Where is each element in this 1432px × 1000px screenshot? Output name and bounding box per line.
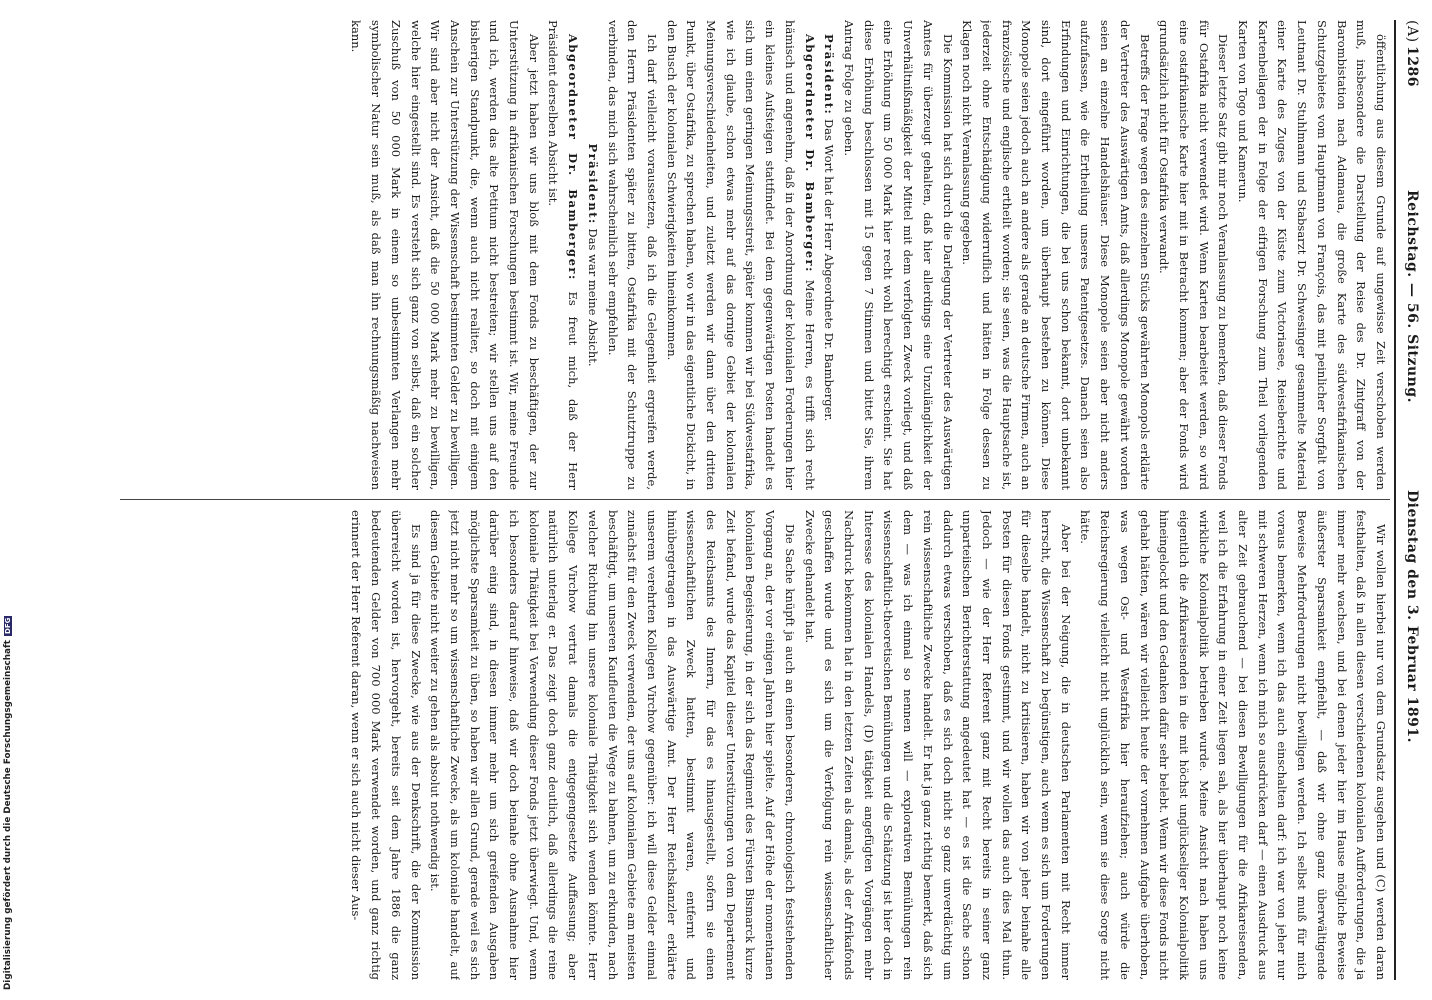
speech-text: Das war meine Absicht. (585, 228, 600, 367)
speaker-label: Abgeordneter Dr. Bamberger: (566, 34, 581, 281)
column-left (120, 20, 1390, 490)
paragraph: Ich darf vielleicht voraussetzen, daß ich die Gelegenheit ergreifen werde, den Herrn Präsidenten später zu bitten, Ostafrika mit der Schutztruppe zu verbinden, das mich sich wahrscheinlich sehr empfehlen. (605, 20, 659, 490)
speaker-label: Präsident: (585, 143, 600, 225)
paragraph: Betreffs der Frage wegen des einzelnen Stücks gewährten Monopols erklärte der Vertreter des Auswärtigen Amts, daß allerdings Monopole gewährt worden seien an einzelne Handelshäuser. Diese Monopole seien aber nicht anders aufzufassen, wie die Ertheilung unseres Patentgesetzes. Danach seien also Erfindungen und Einrichtungen, die bei uns schon bekannt, dort unbekannt sind, dort eingeführt worden, um überhaupt bestehen zu können. Diese Monopole seien jedoch auch an andere als gerade an deutsche Firmen, auch an französische und englische ertheilt worden; sie seien, was die Hauptsache ist, jederzeit ohne Entschädigung widerruflich und hätten in Folge dessen zu Klagen noch nicht Veranlassung gegeben. (960, 20, 1152, 490)
speech (661, 20, 819, 490)
speech-text: Das Wort hat der Herr Abgeordnete Dr. Bamberger. (822, 118, 837, 422)
header-rule (1394, 20, 1396, 980)
page-number: 1286 (1404, 46, 1420, 87)
column-right (120, 510, 1390, 980)
paragraph: Aber jetzt haben wir uns bloß mit dem Fonds zu beschäftigen, der zur Unterstützung in afrikanischen Forschungen bestimmt ist. Wir, meine Freunde und ich, werden das alte Petitum nicht bestreiten; wir stellen uns auf den bisherigen Standpunkt, die, wenn auch nicht realiter, so doch mit einigem Anschein zur Unterstützung der Wissenschaft bestimmten Gelder zu bewilligen. Wir sind aber nicht der Ansicht, daß die 50 000 Mark mehr zu bewilligen, welche hier eingestellt sind. Es versteht sich ganz von selbst, daß ein solcher Zuschuß von 50 000 Mark in einem so unbestimmten Verlangen mehr symbolischer Natur sein muß, als daß man ihn rechnungsmäßig nachweisen kann. (349, 20, 541, 490)
speech-text: Es freut mich, daß der Herr Präsident derselben Absicht ist. (546, 20, 581, 490)
speaker-label: Abgeordneter Dr. Bamberger: (802, 34, 817, 273)
credit-text: Digitalisierung gefördert durch die Deutsche Forschungsgemeinschaft (3, 639, 13, 990)
speaker-label: Präsident: (822, 34, 837, 116)
speech (582, 20, 602, 490)
rotated-page-content (110, 20, 1420, 980)
paragraph: Aber bei der Neigung, die in deutschen Parlamenten mit Recht immer herrscht, die Wissenschaft zu begünstigen, auch wenn es sich um Forderungen für dieselbe handelt, nicht zu kritisieren, haben wir von jeher beinahe alle Posten für diesen Fonds gestimmt, und wir wollen das auch dies Mal thun. Jedoch — wie der Herr Referent ganz mit Recht bereits in seiner ganz unparteiischen Berichterstattung angedeutet hat — es ist die Sache schon dadurch etwas verschoben, daß es sich doch nicht so ganz unverdächtig um rein wissenschaftliche Zwecke handelt. Er hat ja ganz richtig bemerkt, daß sich dem — was ich einmal so nennen will — explorativen Bemühungen rein wissenschaftlich-theoretischen Bemühungen und die Schätzung ist hier doch in Interesse des kolonialen Handels, (D) tätigkeit angefügten Vorgängen mehr Nachdruck bekommen hat in den letzten Zeiten als damals, als der Afrikafonds geschaffen wurde und es sich um die Verfolgung rein wissenschaftlicher Zwecke gehandelt hat. (802, 510, 1073, 980)
digitization-credit (3, 10, 17, 990)
paragraph: Die Kommission hat sich durch die Darlegung der Vertreter des Auswärtigen Amtes für überzeugt gehalten, daß hier allerdings eine Unzulänglichkeit der Unverhältnißmäßigkeit der Mittel mit dem verfolgten Zweck vorliegt, und daß eine Erhöhung um 50 000 Mark hier recht wohl berechtigt erscheint. Sie hat diese Erhöhung beschlossen mit 15 gegen 7 Stimmen und bittet Sie, ihrem Antrag Folge zu geben. (842, 20, 955, 490)
paragraph: öffentlichung aus diesem Grunde auf ungewisse Zeit verschoben werden muß, insbesondere die Darstellung der Reise des Dr. Zintgraff von der Barombistation nach Adamaua, die große Karte des südwestafrikanischen Schutzgebietes vom Hauptmann von François, das mit peinlicher Sorgfalt von Leutnant Dr. Stuhlmann und Stabsarzt Dr. Schwesinger gesammelte Material einer Karte des Zuges von der Küste zum Victoriasee, Reiseberichte und Kartenbeilagen der in Folge der eifrigen Forschung zum Theil vorliegenden Karten von Togo und Kamerun. (1236, 20, 1388, 490)
margin-mark-a: (A) (1404, 20, 1420, 43)
speech (819, 20, 839, 490)
speech (543, 20, 582, 490)
header-date: Dienstag den 3. Februar 1891. (1404, 490, 1420, 743)
paragraph: Es sind ja für diese Zwecke, wie aus der Denkschrift, die der Kommission überreicht worden ist, hervorgeht, bereits seit dem Jahre 1886 die ganz bedeutenden Gelder von 700 000 Mark verwendet worden, und ganz richtig erinnert der Herr Referent daran, wenn er sich auch nicht dieser Aus- (349, 510, 423, 980)
dfg-logo: DFG (4, 617, 12, 634)
paragraph: Wir wollen hierbei nur von dem Grundsatz ausgehen und (C) werden daran festhalten, daß in allen diesen verschiedenen kolonialen Aufforderungen, die ja immer mehr wachsen, und bei denen jeder hier im Hause mögliche Beweise äußerster Sparsamkeit empfiehlt, — daß wir ohne ganz überwältigende Beweise Mehrforderungen nicht bewilligen werden. Ich selbst muß für mich voraus bemerken, wenn ich das auch einschalten darf: ich war von jeher nur mit schweren Herzen, wenn ich mich so ausdrücken darf — einen Ausdruck aus alter Zeit gebrauchend — bei diesen Bewilligungen für die Afrikareisenden, weil ich die Erfahrung in einer Zeit liegen sah, als hier überhaupt noch keine wirkliche Kolonialpolitik betrieben wurde. Meine Ansicht nach haben uns eigentlich die Afrikareisenden in die mit höchst unglückseliger Kolonialpolitik hineingelockt und den Gedanken dafür sehr belebt. Wenn wir diese Fonds nicht gehabt hätten, wären wir vielleicht heute der vornehmen Aufgabe überhoben, was wegen Ost- und Westafrika hier heraufziehen; auch würde die Reichsregierung vielleicht nicht unglücklich sein, wenn sie diese Sorge nicht hätte. (1078, 510, 1388, 980)
column-divider (120, 499, 1390, 500)
paragraph: Dieser letzte Satz gibt mir noch Veranlassung zu bemerken, daß dieser Fonds für Ostafrika nicht verwendet wird. Wenn Karten bearbeitet werden, so wird eine ostafrikanische Karte hier mit in Betracht kommen; aber der Fonds wird grundsätzlich nicht für Ostafrika verwandt. (1157, 20, 1231, 490)
speech-text: Meine Herren, es trifft sich recht hämisch und angenehm, daß in der Anordnung der kolonialen Forderungen hier ein kleines Aufsteigen stattfindet. Bei dem gegenwärtigen Posten handelt es sich um einen geringen Meinungsstreit, später kommen wir bei Südwestafrika, wie ich glaube, schon etwas mehr auf das dornige Gebiet der kolonialen Meinungsverschiedenheiten, und zuletzt werden wir dann über den dritten Punkt, über Ostafrika, zu sprechen haben, wo wir in das eigentliche Dickicht, in den Busch der kolonialen Schwierigkeiten hineinkommen. (664, 20, 817, 490)
header-title: Reichstag. — 56. Sitzung. (1404, 190, 1420, 403)
running-header (1398, 20, 1420, 980)
paragraph: Die Sache knüpft ja auch an einen besonderen, chronologisch feststehenden Vorgang an, der vor einigen Jahren hier spielte. Auf der Höhe der momentanen kolonialen Begeisterung, in der sich das Regiment des Fürsten Bismarck kurze Zeit befand, wurde das Kapitel dieser Unterstützungen von dem Departement des Reichsamts des Innern, für das es hinausgestellt, sofern sie einen wissenschaftlichen Zweck hatten, bestimmt waren, entfernt und hinübergetragen in das Auswärtige Amt. Der Herr Reichskanzler erklärte unserem verehrten Kollegen Virchow gegenüber: ich will diese Gelder einmal zunächst für den Zweck verwenden, der uns auf kolonialem Gebiete am meisten beschäftigt, um unseren Kaufleuten die Wege zu bahnen, um zu erkunden, nach welcher Richtung hin unsere koloniale Thätigkeit sich wenden könnte. Herr Kollege Virchow vertrat damals die entgegengesetzte Auffassung; aber natürlich unterlag er. Das zeigt doch ganz deutlich, daß allerdings die reine koloniale Thätigkeit bei Verwendung dieser Fonds jetzt überwiegt. Und, wenn ich besonders darauf hinweise, daß wir doch beinahe ohne Ausnahme hier darüber einig sind, in diesen immer mehr um sich greifenden Ausgaben möglichste Sparsamkeit zu üben, so haben wir allen Grund, gerade weil es sich jetzt nicht mehr so um wissenschaftliche Zwecke, als um koloniale handelt, auf diesem Gebiete nicht weiter zu gehen als absolut nothwendig ist. (428, 510, 797, 980)
